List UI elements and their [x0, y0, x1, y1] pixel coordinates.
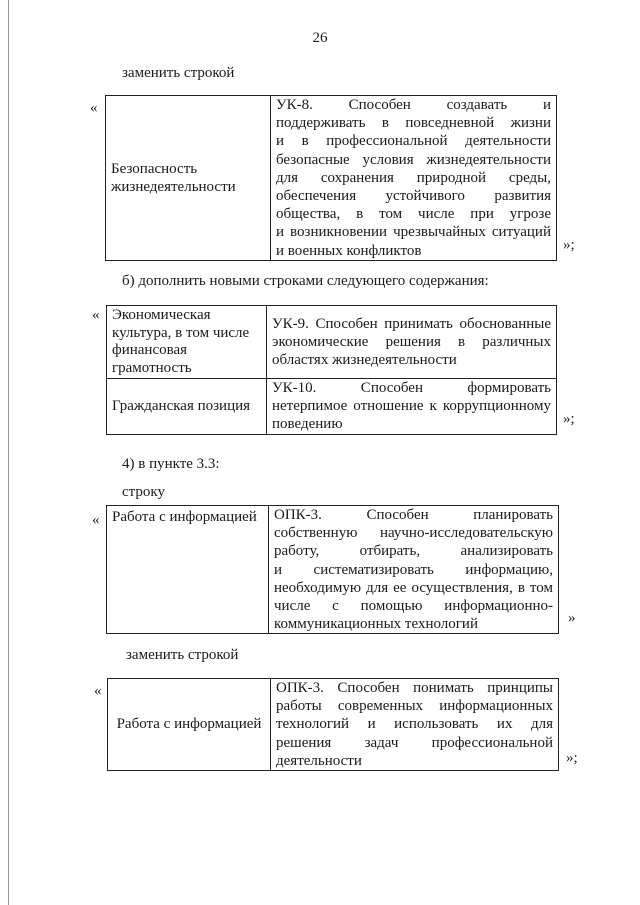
text-line: деятельности [276, 752, 362, 769]
table-opk3-old [106, 505, 559, 634]
cell-competence [267, 379, 557, 435]
paragraph-replace-1: заменить строкой [122, 65, 235, 81]
paragraph-add-rows: б) дополнить новыми строками следующего содержания: [122, 273, 489, 289]
text-line: безопасные условия жизнедеятельности [276, 151, 551, 168]
text-line: областях жизнедеятельности [272, 352, 457, 369]
text-line: и систематизировать информацию, [274, 561, 553, 578]
cell-competence [267, 306, 557, 379]
text-line: и возникновении чрезвычайных ситуаций [276, 224, 551, 241]
table-uk8 [105, 95, 557, 261]
cell-discipline [107, 306, 267, 379]
cell-discipline: Гражданская позиция [107, 379, 267, 435]
text-line: поведению [272, 416, 343, 433]
table-row [107, 379, 557, 435]
cell-discipline: Безопасность жизнедеятельности [106, 96, 271, 261]
text-line: работу, отбирать, анализировать [274, 543, 553, 560]
page-number: 26 [312, 30, 328, 46]
paragraph-point: 4) в пункте 3.3: [122, 456, 220, 472]
text-line: финансовая [112, 342, 188, 358]
table-row [106, 96, 557, 261]
text-line: нетерпимое отношение к коррупционному [272, 398, 551, 415]
quote-open-4: « [94, 683, 102, 699]
text-line: экономические решения в различных [272, 333, 551, 350]
quote-open-3: « [92, 512, 100, 528]
quote-open-2: « [92, 307, 100, 323]
cell-discipline: Работа с информацией [108, 679, 271, 771]
table-row [107, 306, 557, 379]
table-uk9-uk10 [106, 305, 557, 435]
text-line: ОПК-3. Способен планировать [274, 507, 553, 523]
text-line: УК-9. Способен принимать обоснованные [272, 315, 551, 332]
text-line: ОПК-3. Способен понимать принципы [276, 680, 553, 696]
text-line: общества, в том числе при угрозе [276, 206, 551, 223]
table-row [108, 679, 559, 771]
quote-close-1: »; [563, 237, 575, 253]
text-line: решения задач профессиональной [276, 734, 553, 751]
cell-discipline: Работа с информацией [107, 506, 269, 634]
text-line: УК-8. Способен создавать и [276, 97, 551, 113]
text-line: технологий и использовать их для [276, 716, 553, 733]
quote-close-3: » [568, 610, 576, 626]
paragraph-line: строку [122, 484, 165, 500]
text-line: для сохранения природной среды, [276, 169, 551, 186]
text-line: числе с помощью информационно- [274, 598, 553, 615]
text-line: УК-10. Способен формировать [272, 380, 551, 396]
cell-competence [271, 679, 559, 771]
text-line: коммуникационных технологий [274, 616, 478, 633]
text-line: и в профессиональной деятельности [276, 133, 551, 150]
text-line: собственную научно-исследовательскую [274, 525, 553, 542]
text-line: культура, в том числе [112, 324, 250, 341]
quote-open-1: « [90, 100, 98, 116]
cell-competence [269, 506, 559, 634]
paragraph-replace-2: заменить строкой [126, 647, 239, 663]
table-opk3-new [107, 678, 559, 771]
text-line: и военных конфликтов [276, 242, 422, 259]
text-line: обеспечения устойчивого развития [276, 188, 551, 205]
text-line: грамотность [112, 359, 192, 376]
cell-competence [271, 96, 557, 261]
table-row [107, 506, 559, 634]
quote-close-2: »; [563, 411, 575, 427]
text-line: необходимую для ее осуществления, в том [274, 579, 553, 596]
text-line: работы современных информационных [276, 698, 553, 715]
page-edge [8, 0, 9, 905]
quote-close-4: »; [566, 750, 578, 766]
text-line: поддерживать в повседневной жизни [276, 115, 551, 132]
text-line: Экономическая [112, 307, 211, 323]
